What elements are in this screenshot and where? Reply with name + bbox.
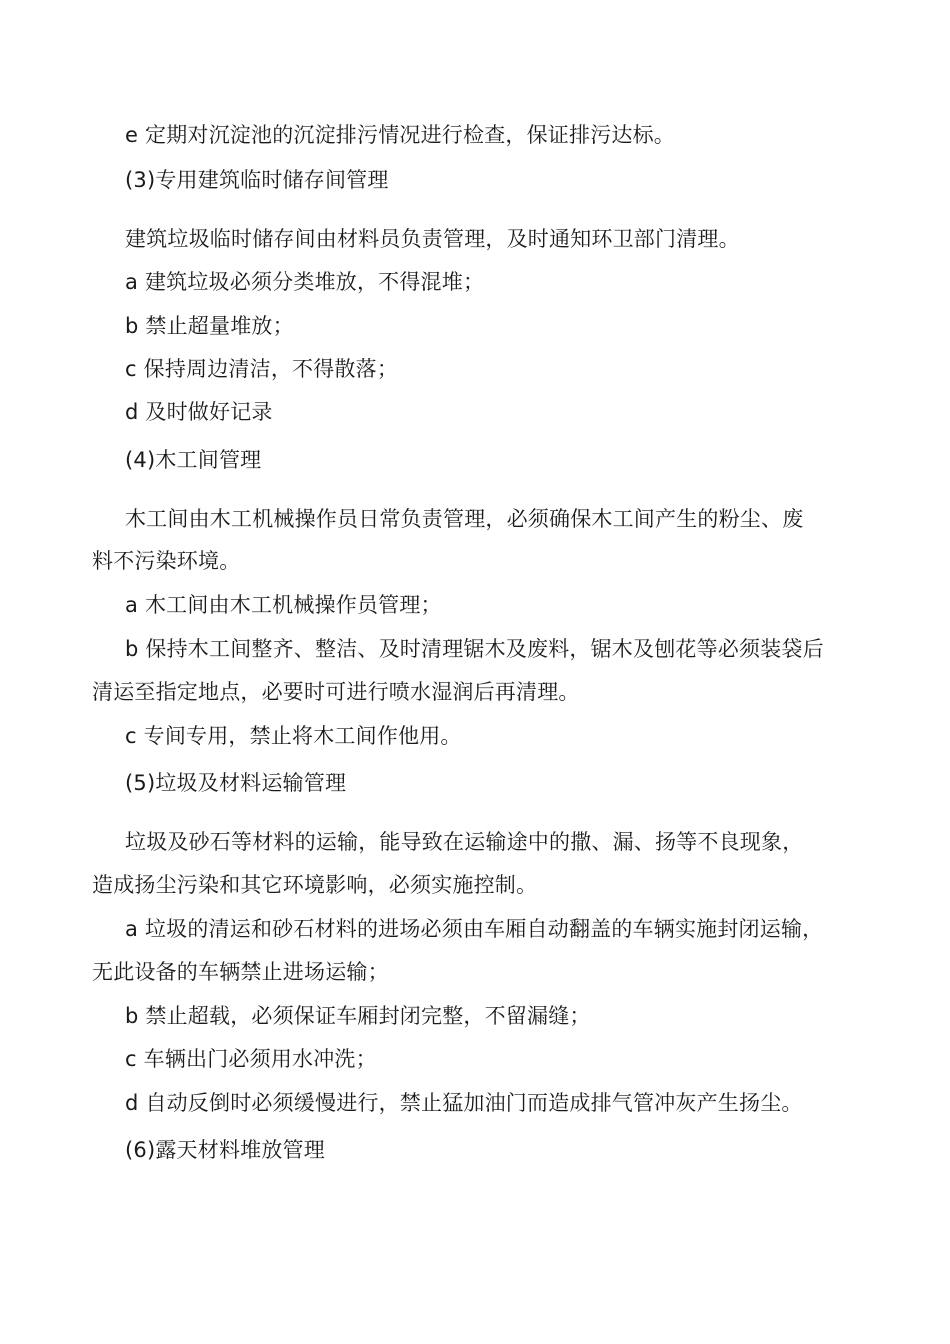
section-heading: (5)垃圾及材料运输管理 [125,771,347,795]
paragraph-line: 造成扬尘污染和其它环境影响，必须实施控制。 [92,873,538,897]
list-item: c 车辆出门必须用水冲洗； [125,1047,377,1071]
list-item: b 禁止超载，必须保证车厢封闭完整，不留漏缝； [125,1004,591,1028]
list-item: d 自动反倒时必须缓慢进行，禁止猛加油门而造成排气管冲灰产生扬尘。 [125,1091,803,1115]
paragraph-line: 料不污染环境。 [92,549,241,573]
paragraph-line: 垃圾及砂石等材料的运输，能导致在运输途中的撒、漏、扬等不良现象， [125,830,804,854]
list-item: d 及时做好记录 [125,400,273,424]
list-item: b 保持木工间整齐、整洁、及时清理锯木及废料，锯木及刨花等必须装袋后 [125,637,824,661]
list-item-continuation: 无此设备的车辆禁止进场运输； [92,960,389,984]
list-item: c 专间专用，禁止将木工间作他用。 [125,724,462,748]
paragraph-line: e 定期对沉淀池的沉淀排污情况进行检查，保证排污达标。 [125,123,675,147]
section-heading: (3)专用建筑临时储存间管理 [125,168,389,192]
list-item: b 禁止超量堆放； [125,314,294,338]
list-item: a 建筑垃圾必须分类堆放，不得混堆； [125,270,485,294]
list-item: c 保持周边清洁，不得散落； [125,357,399,381]
paragraph-line: 建筑垃圾临时储存间由材料员负责管理，及时通知环卫部门清理。 [125,227,740,251]
list-item-continuation: 清运至指定地点，必要时可进行喷水湿润后再清理。 [92,680,580,704]
list-item: a 垃圾的清运和砂石材料的进场必须由车厢自动翻盖的车辆实施封闭运输， [125,917,824,941]
section-heading: (4)木工间管理 [125,448,262,472]
paragraph-line: 木工间由木工机械操作员日常负责管理，必须确保木工间产生的粉尘、废 [125,507,804,531]
section-heading: (6)露天材料堆放管理 [125,1138,325,1162]
list-item: a 木工间由木工机械操作员管理； [125,593,442,617]
